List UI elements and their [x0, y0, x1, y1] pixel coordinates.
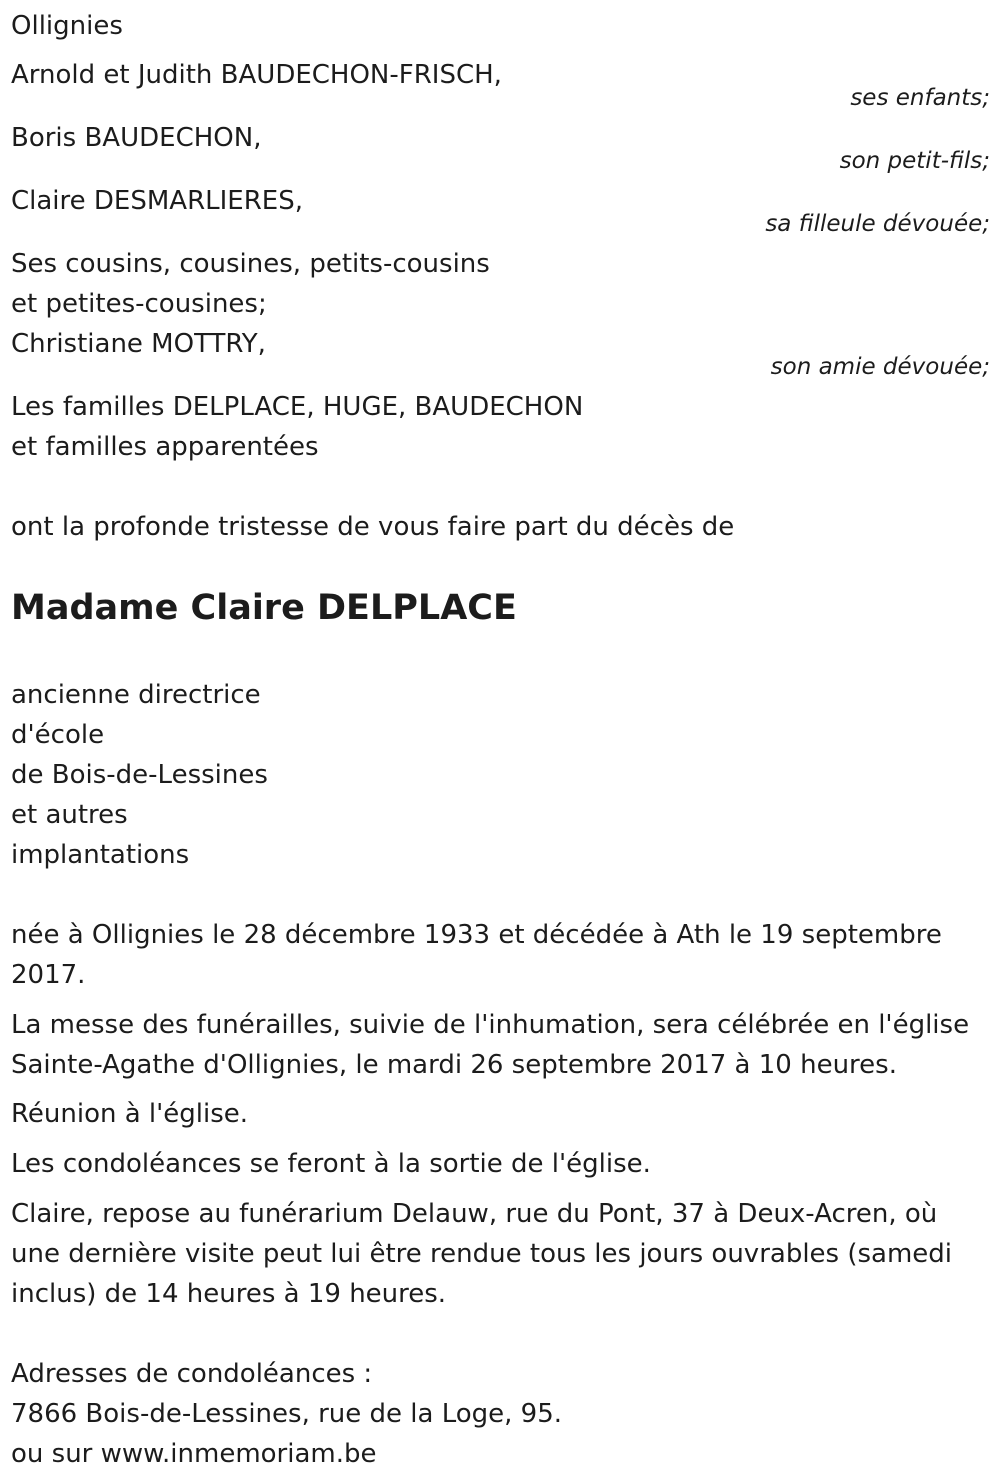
occupation-line: de Bois-de-Lessines [11, 760, 268, 790]
funeral-line: La messe des funérailles, suivie de l'inhumation, sera célébrée en l'église [11, 1010, 970, 1040]
visit-line: Claire, repose au funérarium Delauw, rue du Pont, 37 à Deux-Acren, où [11, 1199, 938, 1229]
announcement: ont la profonde tristesse de vous faire part du décès de [11, 512, 735, 542]
dates-line: née à Ollignies le 28 décembre 1933 et décédée à Ath le 19 septembre [11, 920, 942, 950]
family-member-name: Arnold et Judith BAUDECHON-FRISCH, [11, 60, 502, 90]
visit-line: une dernière visite peut lui être rendue tous les jours ouvrables (samedi [11, 1239, 953, 1269]
families-line: et familles apparentées [11, 432, 319, 462]
visit-line: inclus) de 14 heures à 19 heures. [11, 1279, 447, 1309]
occupation-line: implantations [11, 840, 190, 870]
deceased-name: Madame Claire DELPLACE [11, 588, 517, 628]
address-line: 7866 Bois-de-Lessines, rue de la Loge, 95. [11, 1399, 563, 1429]
occupation-line: d'école [11, 720, 105, 750]
location: Ollignies [11, 11, 123, 41]
cousins-line: Ses cousins, cousines, petits-cousins [11, 249, 490, 279]
family-member-name: Claire DESMARLIERES, [11, 186, 303, 216]
occupation-line: ancienne directrice [11, 680, 261, 710]
occupation-line: et autres [11, 800, 128, 830]
family-member-relation: ses enfants; [850, 85, 990, 111]
family-member-name: Boris BAUDECHON, [11, 123, 262, 153]
family-member-relation: son petit-fils; [839, 148, 990, 174]
address-line: ou sur www.inmemoriam.be [11, 1439, 377, 1469]
dates-line: 2017. [11, 960, 86, 990]
friend-name: Christiane MOTTRY, [11, 329, 266, 359]
condolences-note: Les condoléances se feront à la sortie de l'église. [11, 1149, 651, 1179]
meeting-info: Réunion à l'église. [11, 1099, 249, 1129]
families-line: Les familles DELPLACE, HUGE, BAUDECHON [11, 392, 584, 422]
family-member-relation: sa filleule dévouée; [765, 211, 990, 237]
address-line: Adresses de condoléances : [11, 1359, 373, 1389]
funeral-line: Sainte-Agathe d'Ollignies, le mardi 26 septembre 2017 à 10 heures. [11, 1050, 897, 1080]
friend-relation: son amie dévouée; [770, 354, 990, 380]
cousins-line: et petites-cousines; [11, 289, 267, 319]
